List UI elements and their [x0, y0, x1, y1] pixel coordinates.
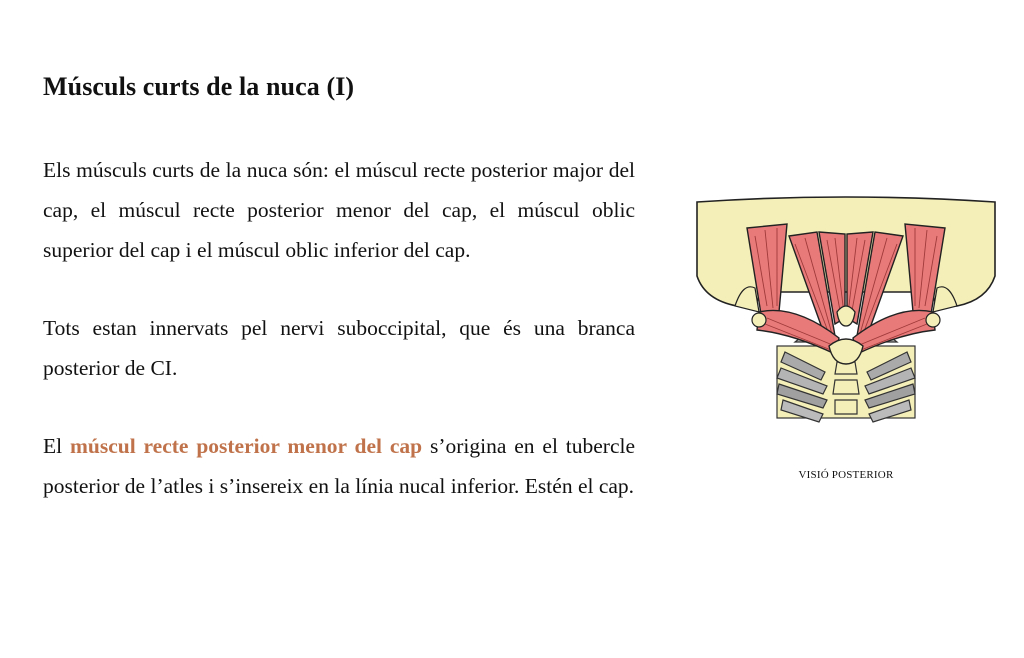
main-text [43, 150, 635, 544]
paragraph-muscles-list: Els músculs curts de la nuca són: el múscul recte posterior major del cap, el múscul recte posterior menor del cap, el múscul oblic superior del cap i el múscul oblic inferior del cap. [43, 158, 635, 262]
paragraph-prefix: El [43, 434, 70, 458]
paragraph-suffix: s’origina en el tubercle posterior de l’atles i s’insereix en la línia nucal inferior. Estén el cap. [43, 434, 636, 498]
figure-caption: VISIÓ POSTERIOR [798, 469, 894, 481]
neck-muscles-illustration [695, 196, 997, 428]
paragraph-innervation: Tots estan innervats pel nervi suboccipital, que és una branca posterior de CI. [43, 316, 635, 380]
page-title: Músculs curts de la nuca (I) [43, 72, 355, 101]
highlight-term-rectus-minor[interactable]: múscul recte posterior menor del cap [69, 434, 423, 458]
atlas-tubercle [837, 306, 855, 326]
paragraph-rectus-minor [43, 426, 635, 506]
skull-base [697, 197, 995, 306]
